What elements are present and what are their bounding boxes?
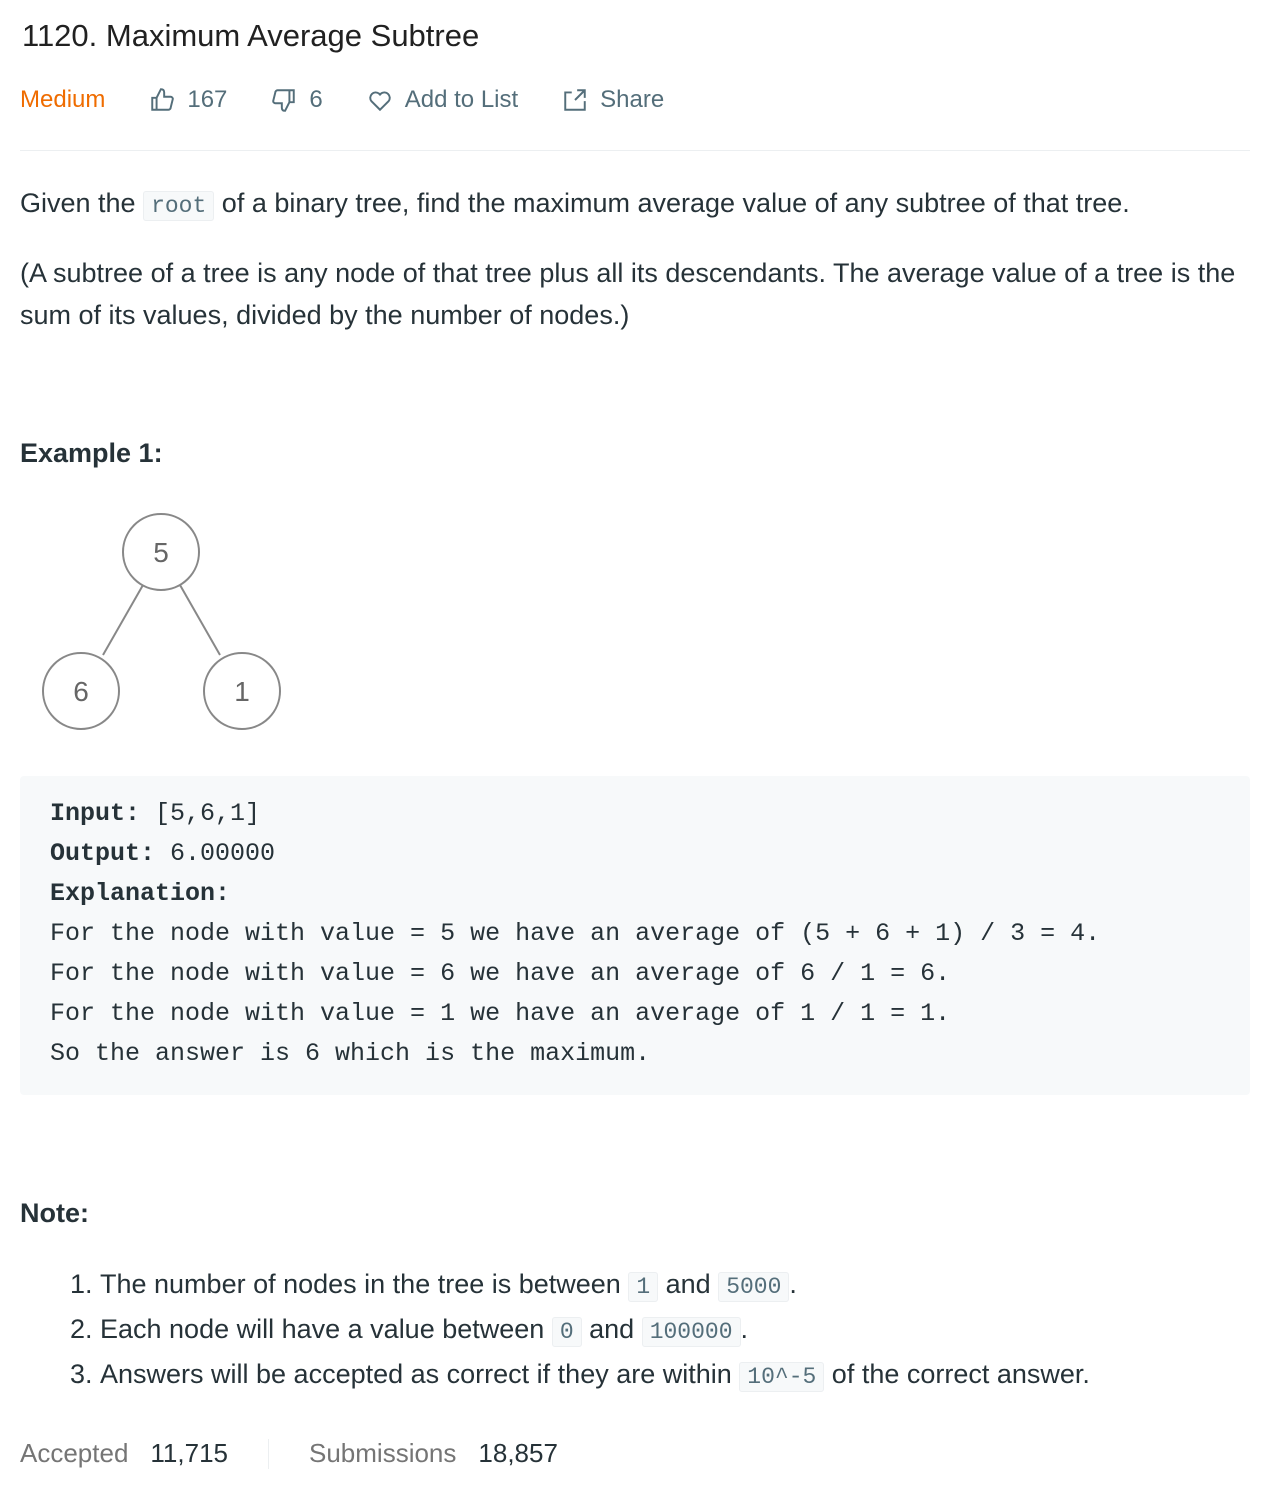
accepted-count: 11,715 bbox=[150, 1438, 228, 1468]
share-icon bbox=[562, 87, 588, 113]
node-label: 1 bbox=[234, 676, 250, 707]
difficulty-badge: Medium bbox=[20, 86, 106, 113]
divider bbox=[20, 150, 1250, 151]
text: and bbox=[581, 1314, 642, 1344]
page-title: 1120. Maximum Average Subtree bbox=[22, 18, 480, 53]
text: of the correct answer. bbox=[824, 1359, 1090, 1389]
thumbs-up-icon bbox=[149, 87, 175, 113]
inline-code: 100000 bbox=[642, 1317, 741, 1347]
description-p2: (A subtree of a tree is any node of that tree plus all its descendants. The average value of a tree is the sum of its values, divided by the number of nodes.) bbox=[20, 258, 1236, 330]
inline-code: 1 bbox=[628, 1272, 658, 1302]
accepted-label: Accepted bbox=[20, 1438, 129, 1468]
tree-edge bbox=[103, 585, 143, 655]
note-item bbox=[100, 1263, 1090, 1308]
share-button[interactable]: Share bbox=[562, 86, 664, 114]
note-item bbox=[100, 1308, 1090, 1353]
text: of a binary tree, find the maximum average value of any subtree of that tree. bbox=[214, 188, 1130, 218]
text: . bbox=[740, 1314, 749, 1344]
add-to-list-button[interactable]: Add to List bbox=[367, 86, 518, 114]
node-label: 6 bbox=[73, 676, 89, 707]
submissions-label: Submissions bbox=[309, 1438, 457, 1468]
dislike-button[interactable]: 6 bbox=[271, 86, 322, 114]
tree-edge bbox=[180, 585, 220, 655]
example-heading: Example 1: bbox=[20, 438, 163, 468]
note-heading: Note: bbox=[20, 1198, 89, 1228]
stats-bar bbox=[20, 1438, 558, 1469]
submissions-count: 18,857 bbox=[478, 1438, 558, 1468]
example-code-block bbox=[20, 776, 1250, 1095]
text: and bbox=[658, 1269, 719, 1299]
explanation-label: Explanation: bbox=[50, 879, 231, 908]
explanation-line: For the node with value = 5 we have an average of (5 + 6 + 1) / 3 = 4. bbox=[50, 919, 1101, 948]
like-button[interactable]: 167 bbox=[149, 86, 227, 114]
inline-code: 0 bbox=[552, 1317, 582, 1347]
node-label: 5 bbox=[153, 537, 169, 568]
text: . bbox=[789, 1269, 797, 1299]
heart-icon bbox=[367, 87, 393, 113]
output-value: 6.00000 bbox=[155, 839, 276, 868]
tree-diagram bbox=[30, 510, 300, 735]
text: Each node will have a value between bbox=[100, 1314, 552, 1344]
inline-code: 5000 bbox=[718, 1272, 789, 1302]
thumbs-down-icon bbox=[271, 87, 297, 113]
text: Given the bbox=[20, 188, 144, 218]
explanation-line: So the answer is 6 which is the maximum. bbox=[50, 1039, 651, 1068]
explanation-line: For the node with value = 1 we have an average of 1 / 1 = 1. bbox=[50, 999, 951, 1028]
description-p1 bbox=[20, 182, 1250, 227]
text: Answers will be accepted as correct if they are within bbox=[100, 1359, 740, 1389]
inline-code: root bbox=[143, 191, 214, 221]
divider bbox=[268, 1439, 269, 1469]
note-item bbox=[100, 1353, 1090, 1398]
explanation-line: For the node with value = 6 we have an average of 6 / 1 = 6. bbox=[50, 959, 951, 988]
input-value: [5,6,1] bbox=[140, 799, 261, 828]
input-label: Input: bbox=[50, 799, 141, 828]
text: The number of nodes in the tree is between bbox=[100, 1269, 629, 1299]
meta-bar bbox=[20, 86, 708, 114]
output-label: Output: bbox=[50, 839, 156, 868]
inline-code: 10^-5 bbox=[739, 1362, 824, 1392]
note-list bbox=[20, 1263, 1090, 1398]
